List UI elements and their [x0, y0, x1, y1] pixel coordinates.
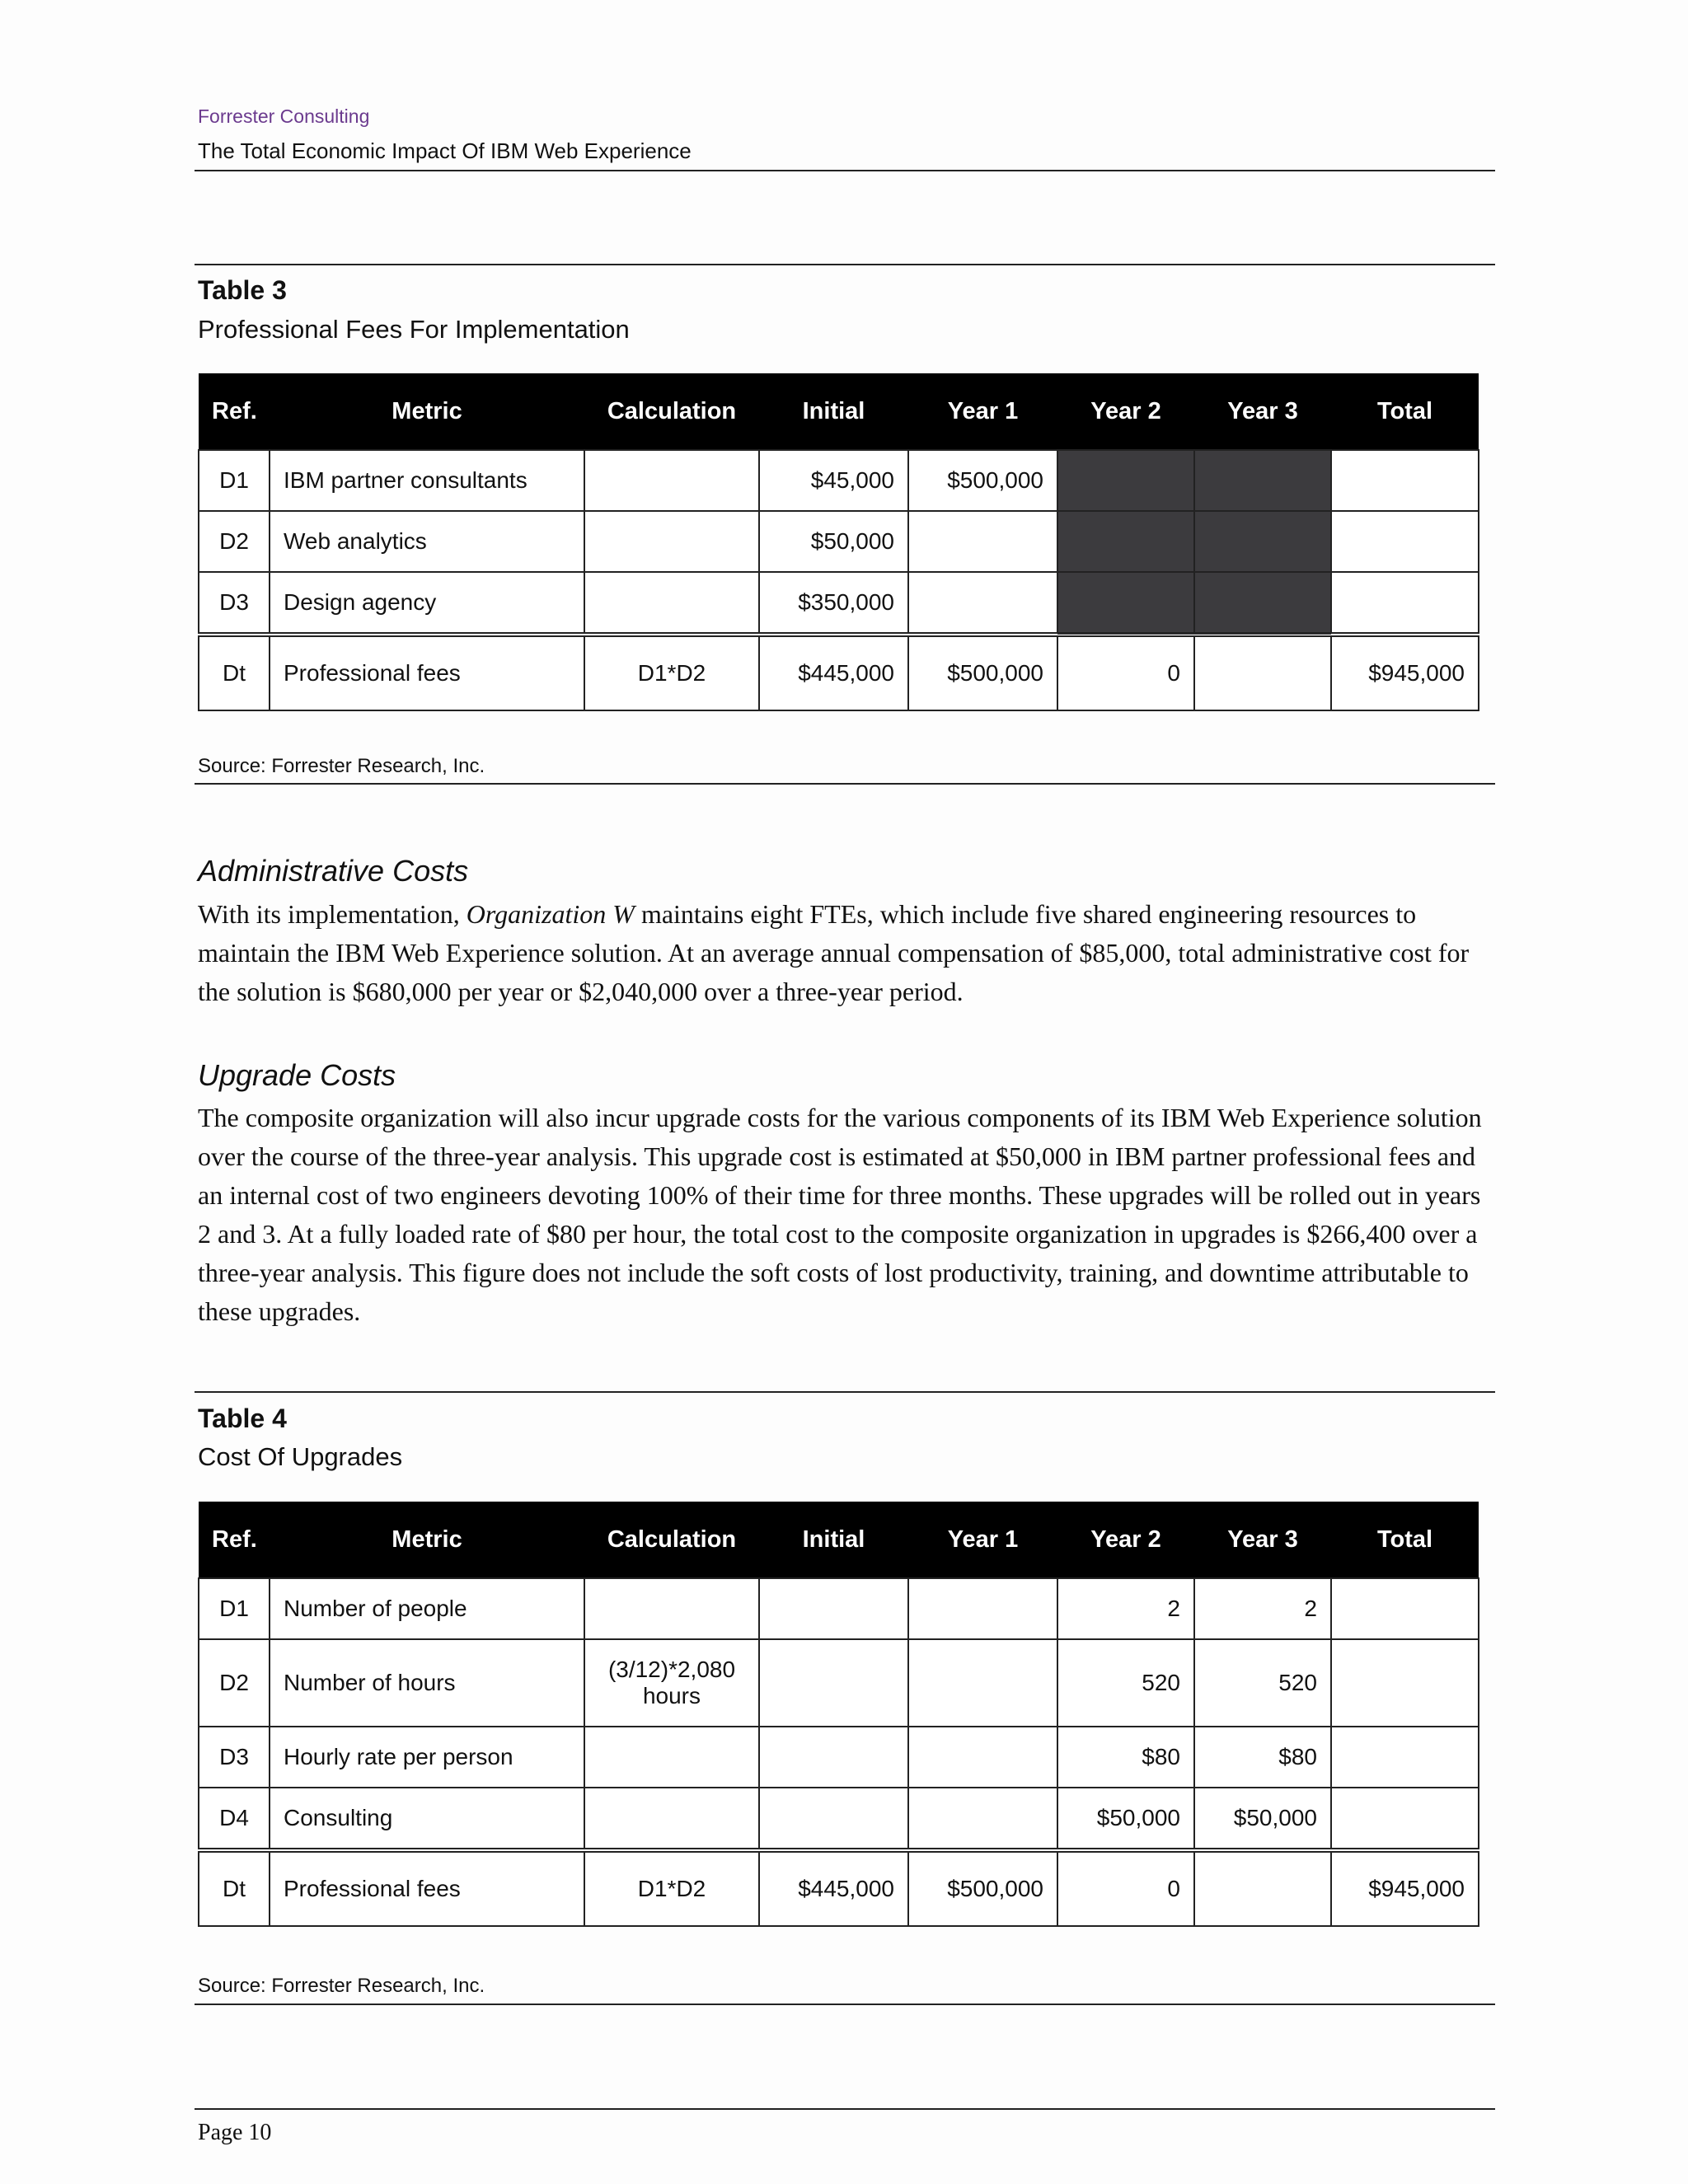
year3-cell-shaded: [1194, 450, 1331, 511]
initial-cell: $50,000: [759, 511, 908, 572]
year3-cell: [1194, 1850, 1331, 1926]
year1-cell: [908, 1788, 1057, 1850]
year2-cell: 2: [1057, 1578, 1194, 1639]
col-header-initial: Initial: [759, 373, 908, 450]
year3-cell: $50,000: [1194, 1788, 1331, 1850]
table4: [198, 1502, 1479, 1927]
table4-label: Table 4: [198, 1404, 287, 1433]
total-cell: [1331, 1727, 1479, 1788]
year1-cell: [908, 572, 1057, 635]
calc-cell: D1*D2: [584, 1850, 759, 1926]
metric-cell: Professional fees: [270, 635, 584, 710]
year2-cell: $50,000: [1057, 1788, 1194, 1850]
admin-text-after: maintains eight FTEs, which include five shared engineering resources to maintain the IBM Web Experience solution. At an average annual compensation of $85,000, total administrative cost for the solution is $680,000 per year or $2,040,000 over a three-year period.: [198, 899, 1470, 1006]
year3-cell: 2: [1194, 1578, 1331, 1639]
col-header-metric: Metric: [270, 1502, 584, 1578]
table-total-row: [199, 635, 1479, 710]
year2-cell: 0: [1057, 635, 1194, 710]
initial-cell: [759, 1578, 908, 1639]
calc-cell: D1*D2: [584, 635, 759, 710]
ref-cell: D1: [199, 450, 270, 511]
table-row: [199, 1788, 1479, 1850]
calc-cell: [584, 1788, 759, 1850]
table-total-row: [199, 1850, 1479, 1926]
ref-cell: D1: [199, 1578, 270, 1639]
year3-cell: 520: [1194, 1639, 1331, 1727]
year2-cell-shaded: [1057, 511, 1194, 572]
col-header-total: Total: [1331, 373, 1479, 450]
upgrade-costs-paragraph: The composite organization will also incur upgrade costs for the various components of its IBM Web Experience solution over the course of the three-year analysis. This upgrade cost is estimated at $50,000 in IBM partner professional fees and an internal cost of two engineers devoting 100% of their time for three months. These upgrades will be rolled out in years 2 and 3. At a fully loaded rate of $80 per hour, the total cost to the composite organization in upgrades is $266,400 over a three-year analysis. This figure does not include the soft costs of lost productivity, training, and downtime attributable to these upgrades.: [198, 1103, 1482, 1326]
ref-cell: D3: [199, 1727, 270, 1788]
page-number: Page 10: [198, 2120, 272, 2145]
col-header-year2: Year 2: [1057, 373, 1194, 450]
admin-costs-paragraph: [198, 895, 1484, 1011]
total-cell: $945,000: [1331, 635, 1479, 710]
col-header-year3: Year 3: [1194, 1502, 1331, 1578]
initial-cell: $445,000: [759, 635, 908, 710]
col-header-total: Total: [1331, 1502, 1479, 1578]
table-row: [199, 1639, 1479, 1727]
initial-cell: [759, 1639, 908, 1727]
year2-cell-shaded: [1057, 572, 1194, 635]
calc-cell: [584, 511, 759, 572]
calc-line1: (3/12)*2,080: [607, 1657, 736, 1682]
table3-top-rule: [195, 264, 1495, 265]
metric-cell: IBM partner consultants: [270, 450, 584, 511]
total-cell: [1331, 572, 1479, 635]
year1-cell: [908, 1639, 1057, 1727]
organization-name: Organization W: [466, 899, 635, 929]
metric-cell: Professional fees: [270, 1850, 584, 1926]
year3-cell-shaded: [1194, 511, 1331, 572]
ref-cell: D4: [199, 1788, 270, 1850]
calc-cell: [584, 1578, 759, 1639]
col-header-year1: Year 1: [908, 1502, 1057, 1578]
col-header-year1: Year 1: [908, 373, 1057, 450]
table-row: [199, 511, 1479, 572]
col-header-initial: Initial: [759, 1502, 908, 1578]
total-cell: [1331, 1578, 1479, 1639]
table3-bottom-rule: [195, 783, 1495, 785]
table4-top-rule: [195, 1391, 1495, 1393]
year1-cell: [908, 1578, 1057, 1639]
table3-subtitle: Professional Fees For Implementation: [198, 315, 630, 344]
initial-cell: $350,000: [759, 572, 908, 635]
table4-source: Source: Forrester Research, Inc.: [198, 1975, 485, 1997]
year2-cell: 0: [1057, 1850, 1194, 1926]
table3-source: Source: Forrester Research, Inc.: [198, 755, 485, 777]
col-header-year2: Year 2: [1057, 1502, 1194, 1578]
footer-rule: [195, 2108, 1495, 2110]
total-cell: [1331, 1639, 1479, 1727]
ref-cell: D2: [199, 511, 270, 572]
col-header-year3: Year 3: [1194, 373, 1331, 450]
metric-cell: Consulting: [270, 1788, 584, 1850]
table4-bottom-rule: [195, 2004, 1495, 2005]
initial-cell: $445,000: [759, 1850, 908, 1926]
total-cell: [1331, 511, 1479, 572]
metric-cell: Number of hours: [270, 1639, 584, 1727]
total-cell: [1331, 450, 1479, 511]
admin-text-before: With its implementation,: [198, 899, 467, 929]
col-header-calculation: Calculation: [584, 1502, 759, 1578]
calc-line2: hours: [642, 1683, 701, 1708]
col-header-calculation: Calculation: [584, 373, 759, 450]
metric-cell: Web analytics: [270, 511, 584, 572]
calc-cell: [584, 572, 759, 635]
year1-cell: $500,000: [908, 450, 1057, 511]
year2-cell: 520: [1057, 1639, 1194, 1727]
document-title: The Total Economic Impact Of IBM Web Experience: [198, 138, 692, 163]
table-row: [199, 450, 1479, 511]
year1-cell: $500,000: [908, 1850, 1057, 1926]
ref-cell: Dt: [199, 1850, 270, 1926]
table4-header-row: [199, 1502, 1479, 1578]
total-cell: [1331, 1788, 1479, 1850]
year3-cell-shaded: [1194, 572, 1331, 635]
metric-cell: Design agency: [270, 572, 584, 635]
ref-cell: D2: [199, 1639, 270, 1727]
metric-cell: Number of people: [270, 1578, 584, 1639]
col-header-ref: Ref.: [199, 1502, 270, 1578]
table3: [198, 373, 1479, 711]
calc-cell: [584, 1727, 759, 1788]
table3-header-row: [199, 373, 1479, 450]
year2-cell: $80: [1057, 1727, 1194, 1788]
table-row: [199, 1727, 1479, 1788]
col-header-metric: Metric: [270, 373, 584, 450]
ref-cell: D3: [199, 572, 270, 635]
admin-costs-heading: Administrative Costs: [198, 854, 469, 888]
ref-cell: Dt: [199, 635, 270, 710]
col-header-ref: Ref.: [199, 373, 270, 450]
initial-cell: [759, 1788, 908, 1850]
year3-cell: [1194, 635, 1331, 710]
header-rule: [195, 170, 1495, 171]
upgrade-costs-heading: Upgrade Costs: [198, 1058, 396, 1092]
year1-cell: [908, 1727, 1057, 1788]
total-cell: $945,000: [1331, 1850, 1479, 1926]
calc-cell: [584, 1639, 759, 1727]
year2-cell-shaded: [1057, 450, 1194, 511]
brand-name: Forrester Consulting: [198, 105, 370, 127]
table-row: [199, 1578, 1479, 1639]
year1-cell: [908, 511, 1057, 572]
year1-cell: $500,000: [908, 635, 1057, 710]
initial-cell: [759, 1727, 908, 1788]
table4-subtitle: Cost Of Upgrades: [198, 1442, 403, 1471]
calc-cell: [584, 450, 759, 511]
table-row: [199, 572, 1479, 635]
initial-cell: $45,000: [759, 450, 908, 511]
year3-cell: $80: [1194, 1727, 1331, 1788]
table3-label: Table 3: [198, 275, 287, 305]
metric-cell: Hourly rate per person: [270, 1727, 584, 1788]
